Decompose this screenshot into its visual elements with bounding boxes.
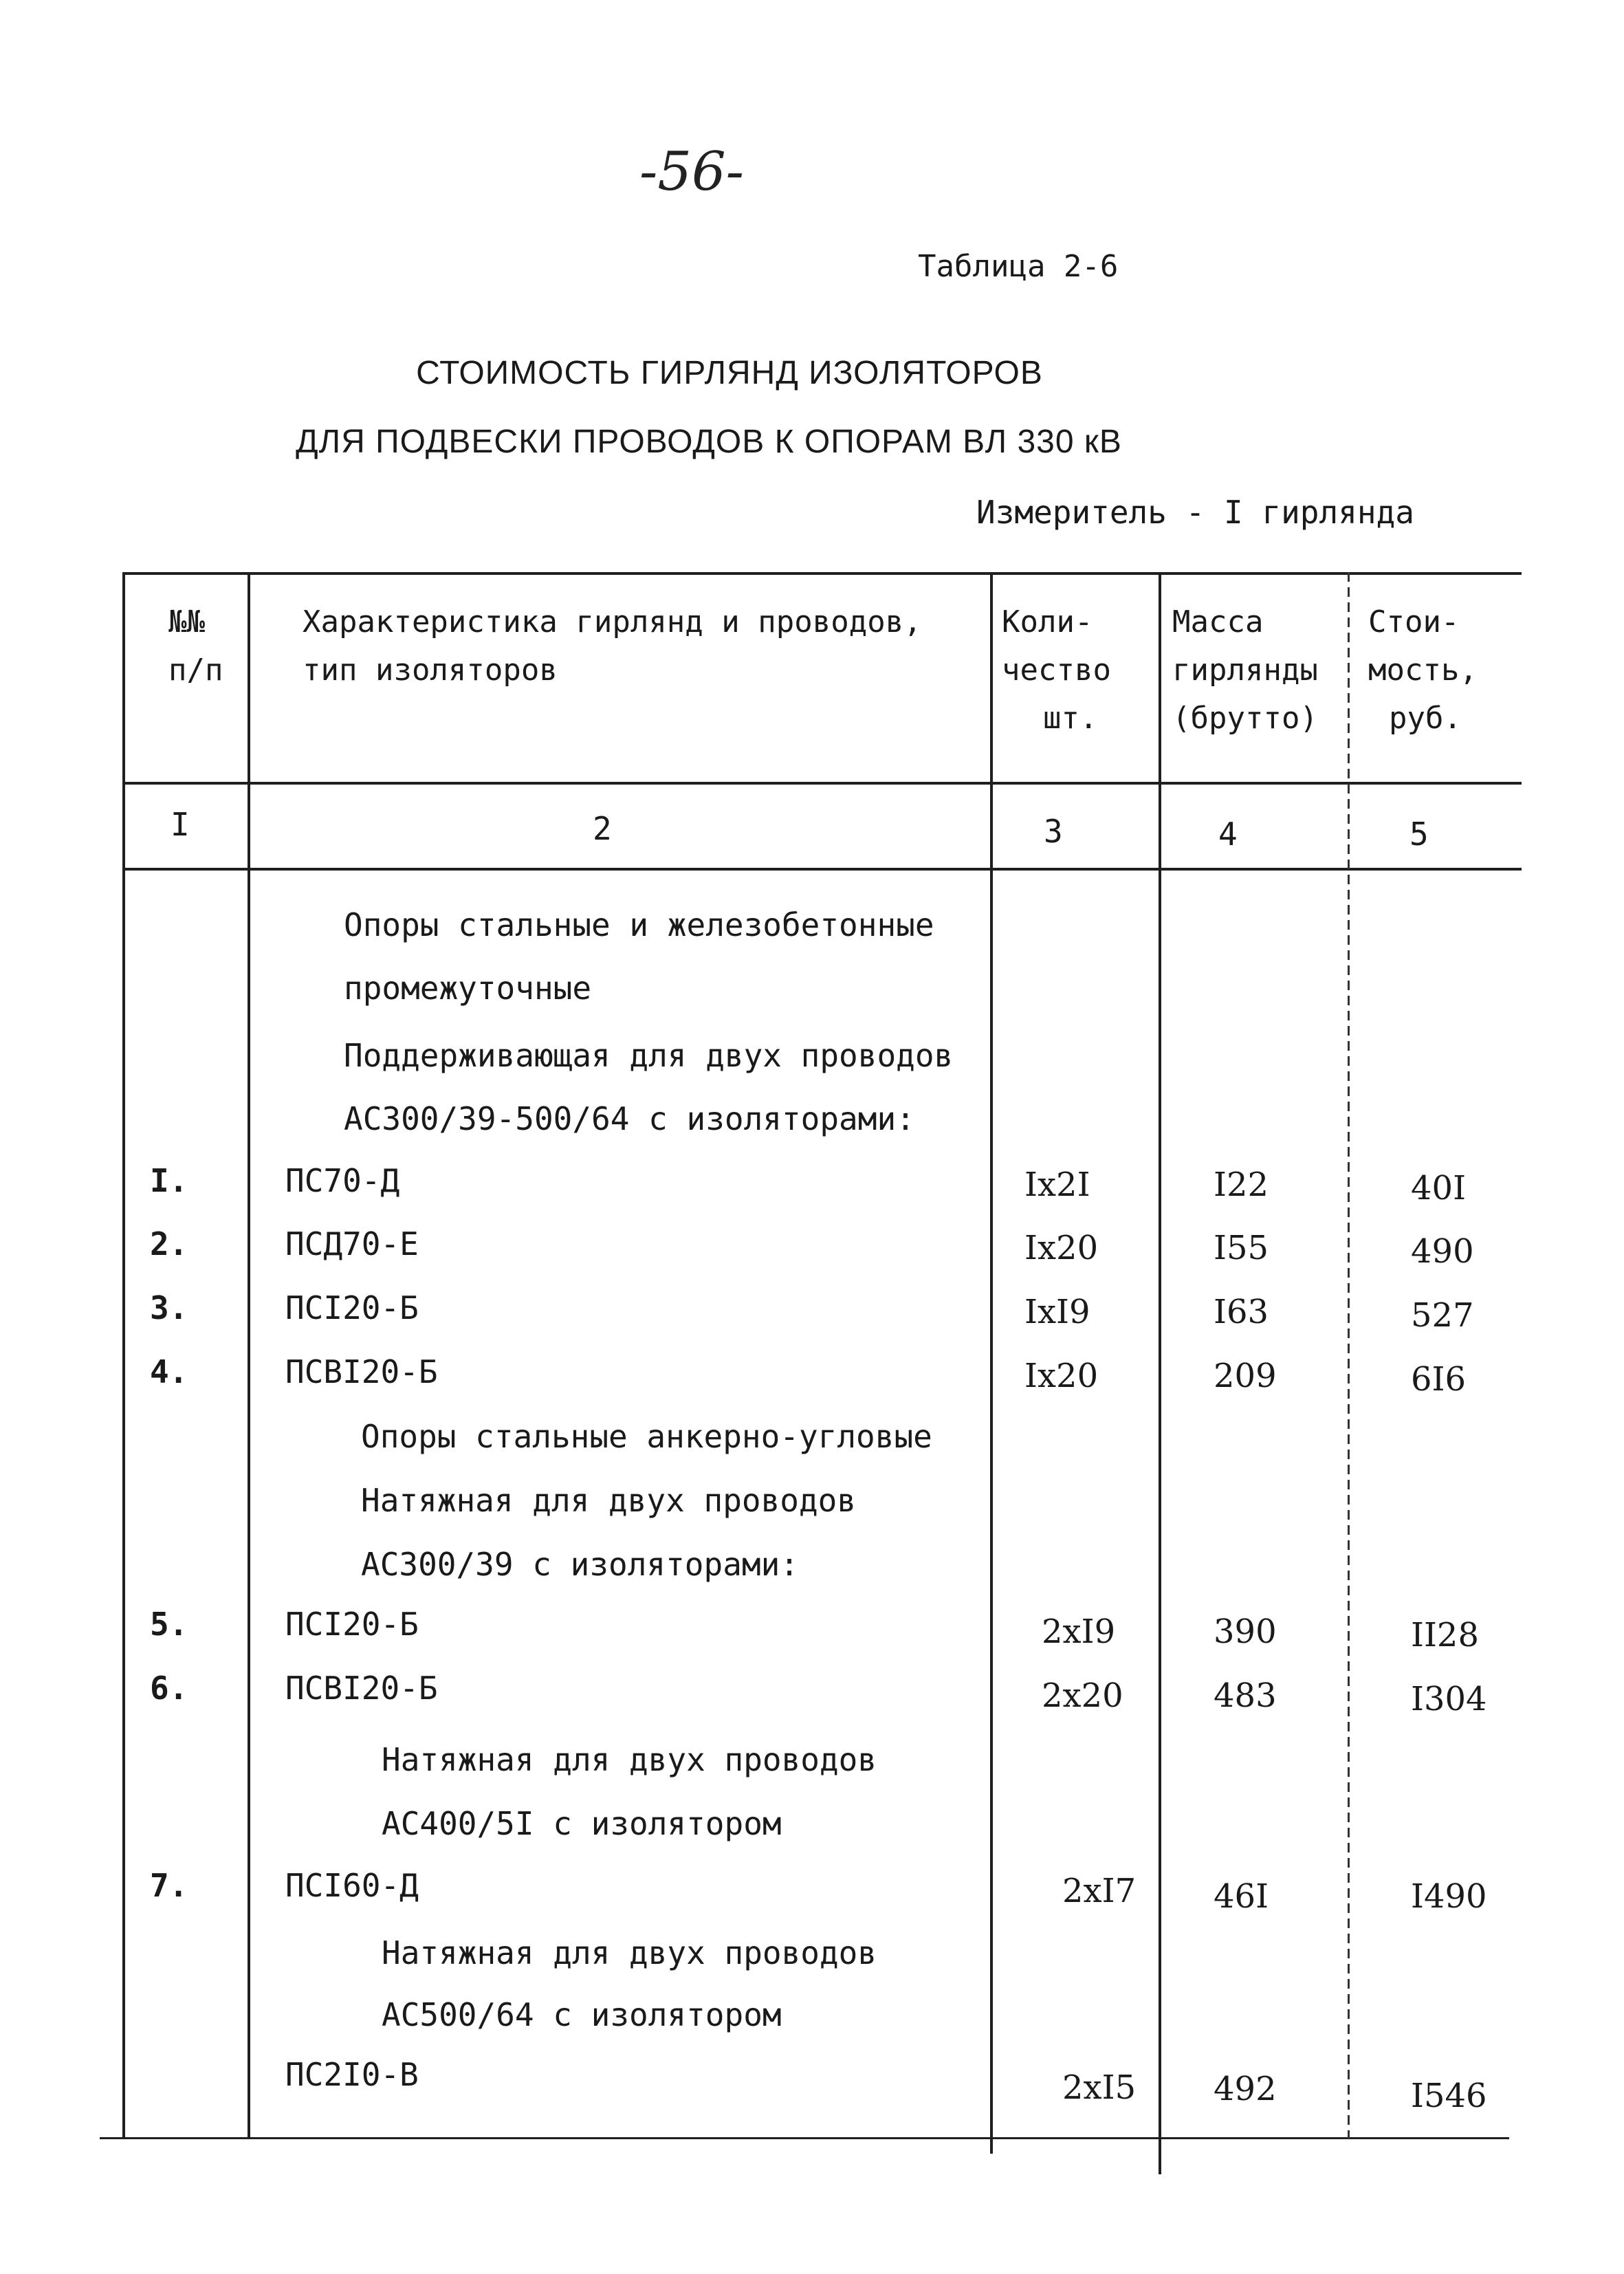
section-line: Опоры стальные и железобетонные [344,906,934,943]
insulator-type: ПСВI20-Б [285,1670,438,1707]
cost: I304 [1411,1680,1487,1718]
table-label: Таблица 2-6 [918,249,1119,284]
quantity: 2xI9 [1042,1612,1116,1651]
quantity: 2x20 [1042,1676,1123,1715]
row-number: I. [150,1162,188,1199]
header-quantity: Коли- чество шт. [1002,604,1111,736]
mass: 46I [1214,1877,1269,1916]
insulator-type: ПС2I0-В [285,2056,419,2093]
cost: 527 [1411,1296,1474,1335]
quantity: Ix20 [1024,1357,1099,1395]
col-divider-3 [1159,572,1161,2174]
row-number: 2. [150,1225,188,1262]
colnum-1: I [171,806,190,843]
colnum-2: 2 [593,810,612,847]
cost: 490 [1411,1232,1474,1271]
quantity: Ix20 [1024,1229,1099,1267]
section-line: Натяжная для двух проводов [382,1934,877,1971]
row-number: 5. [150,1606,188,1643]
quantity: 2xI5 [1062,2068,1137,2107]
page-number: -56- [639,141,744,203]
cost: 6I6 [1411,1360,1467,1399]
section-line: промежуточные [344,970,592,1007]
colnum-bottom-rule [122,868,1522,871]
mass: I55 [1214,1229,1269,1267]
table-left-border [122,572,125,2139]
col-divider-2 [990,572,993,2154]
quantity: Ix2I [1024,1166,1090,1204]
row-number: 7. [150,1867,188,1904]
row-number: 3. [150,1289,188,1326]
section-line: АС300/39 с изоляторами: [361,1546,799,1583]
quantity: 2xI7 [1062,1872,1137,1910]
header-cost: Стои- мость, руб. [1368,604,1478,736]
col-divider-1 [248,572,250,2139]
table-title-line-2: ДЛЯ ПОДВЕСКИ ПРОВОДОВ К ОПОРАМ ВЛ 330 кВ [296,424,1122,460]
section-line: Поддерживающая для двух проводов [344,1037,954,1074]
cost: I490 [1411,1877,1487,1916]
mass: I22 [1214,1166,1269,1204]
section-line: АС500/64 с изолятором [382,1996,782,2033]
insulator-type: ПСI20-Б [285,1289,419,1326]
colnum-3: 3 [1044,813,1063,850]
row-number: 4. [150,1353,188,1390]
row-number: 6. [150,1670,188,1707]
insulator-type: ПСД70-Е [285,1225,419,1262]
insulator-type: ПС70-Д [285,1162,400,1199]
mass: 390 [1214,1612,1277,1651]
section-line: Опоры стальные анкерно-угловые [361,1418,932,1455]
header-num: №№ п/п [168,604,223,688]
quantity: IxI9 [1024,1293,1090,1331]
cost: I546 [1411,2077,1487,2115]
cost: II28 [1411,1616,1479,1654]
mass: 483 [1214,1676,1277,1715]
header-mass: Масса гирлянды (брутто) [1172,604,1318,736]
insulator-type: ПСI60-Д [285,1867,419,1904]
section-line: АС400/5I с изолятором [382,1805,782,1842]
insulator-type: ПСВI20-Б [285,1353,438,1390]
mass: I63 [1214,1293,1269,1331]
header-characteristic: Характеристика гирлянд и проводов, тип изоляторов [303,604,922,688]
section-line: АС300/39-500/64 с изоляторами: [344,1100,915,1137]
section-line: Натяжная для двух проводов [361,1482,857,1519]
cost: 40I [1411,1169,1467,1207]
table-title-line-1: СТОИМОСТЬ ГИРЛЯНД ИЗОЛЯТОРОВ [416,355,1043,391]
measurement-unit: Измеритель - I гирлянда [976,494,1414,531]
table-bottom-rule [100,2137,1509,2139]
mass: 492 [1214,2070,1277,2108]
section-line: Натяжная для двух проводов [382,1741,877,1778]
col-divider-4 [1348,572,1350,2139]
table-top-rule [122,572,1522,575]
header-bottom-rule [122,782,1522,785]
insulator-type: ПСI20-Б [285,1606,419,1643]
colnum-5: 5 [1409,816,1429,853]
mass: 209 [1214,1357,1277,1395]
colnum-4: 4 [1218,816,1238,853]
